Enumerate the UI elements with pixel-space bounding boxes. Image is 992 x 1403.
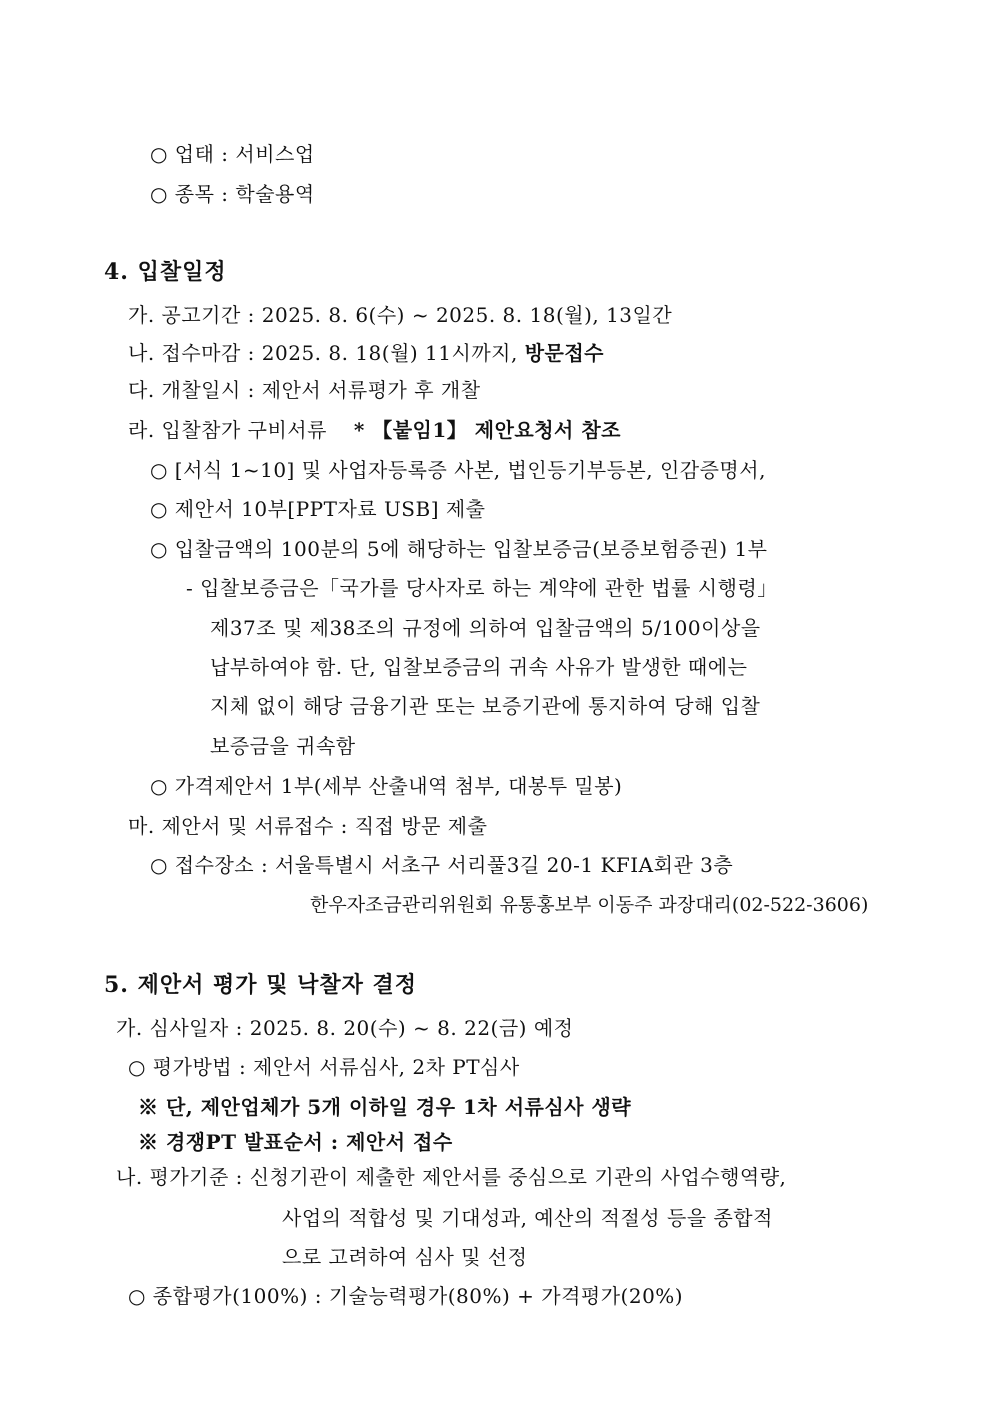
review-date-line: 가. 심사일자 : 2025. 8. 20(수) ~ 8. 22(금) 예정 xyxy=(116,1016,574,1040)
required-docs-line xyxy=(128,416,621,444)
business-type-line: ○ 업태 : 서비스업 xyxy=(150,142,315,166)
pt-order-note: ※ 경쟁PT 발표순서 : 제안서 접수 xyxy=(138,1130,453,1154)
submission-method-line: 마. 제안서 및 서류접수 : 직접 방문 제출 xyxy=(128,814,488,838)
section-heading-5: 5. 제안서 평가 및 낙찰자 결정 xyxy=(104,972,418,998)
evaluation-criteria-line-2: 사업의 적합성 및 기대성과, 예산의 적절성 등을 종합적 xyxy=(282,1206,773,1230)
evaluation-criteria-line-3: 으로 고려하여 심사 및 선정 xyxy=(282,1245,528,1269)
skip-review-note: ※ 단, 제안업체가 5개 이하일 경우 1차 서류심사 생략 xyxy=(138,1095,632,1119)
bid-bond-note-line-2: 제37조 및 제38조의 규정에 의하여 입찰금액의 5/100이상을 xyxy=(210,616,761,640)
forms-line: ○ [서식 1~10] 및 사업자등록증 사본, 법인등기부등본, 인감증명서, xyxy=(150,458,766,482)
contact-line: 한우자조금관리위원회 유통홍보부 이동주 과장대리(02-522-3606) xyxy=(310,894,869,916)
deadline-line xyxy=(128,339,604,367)
evaluation-criteria-line-1: 나. 평가기준 : 신청기관이 제출한 제안서를 중심으로 기관의 사업수행역량, xyxy=(116,1165,787,1189)
proposal-copies-line: ○ 제안서 10부[PPT자료 USB] 제출 xyxy=(150,497,486,521)
overall-evaluation-line: ○ 종합평가(100%) : 기술능력평가(80%) + 가격평가(20%) xyxy=(128,1284,684,1308)
bid-bond-note-line-1: - 입찰보증금은「국가를 당사자로 하는 계약에 관한 법률 시행령」 xyxy=(186,576,778,600)
submission-place-line: ○ 접수장소 : 서울특별시 서초구 서리풀3길 20-1 KFIA회관 3층 xyxy=(150,853,734,877)
price-proposal-line: ○ 가격제안서 1부(세부 산출내역 첨부, 대봉투 밀봉) xyxy=(150,774,623,798)
attachment-reference-text: * 【붙임1】 제안요청서 참조 xyxy=(353,418,621,442)
section-heading-4: 4. 입찰일정 xyxy=(104,259,227,285)
bid-bond-note-line-4: 지체 없이 해당 금융기관 또는 보증기관에 통지하여 당해 입찰 xyxy=(210,694,761,718)
bid-bond-line: ○ 입찰금액의 100분의 5에 해당하는 입찰보증금(보증보험증권) 1부 xyxy=(150,537,768,561)
evaluation-method-line: ○ 평가방법 : 제안서 서류심사, 2차 PT심사 xyxy=(128,1055,520,1079)
visit-submission-text: 방문접수 xyxy=(524,341,604,365)
notice-period-line: 가. 공고기간 : 2025. 8. 6(수) ~ 2025. 8. 18(월), 13일간 xyxy=(128,303,673,327)
opening-date-line: 다. 개찰일시 : 제안서 서류평가 후 개찰 xyxy=(128,378,481,402)
deadline-text: 나. 접수마감 : 2025. 8. 18(월) 11시까지, xyxy=(128,341,518,365)
bid-bond-note-line-3: 납부하여야 함. 단, 입찰보증금의 귀속 사유가 발생한 때에는 xyxy=(210,655,748,679)
business-item-line: ○ 종목 : 학술용역 xyxy=(150,182,315,206)
required-docs-text: 라. 입찰참가 구비서류 xyxy=(128,418,327,442)
bid-bond-note-line-5: 보증금을 귀속함 xyxy=(210,734,356,758)
